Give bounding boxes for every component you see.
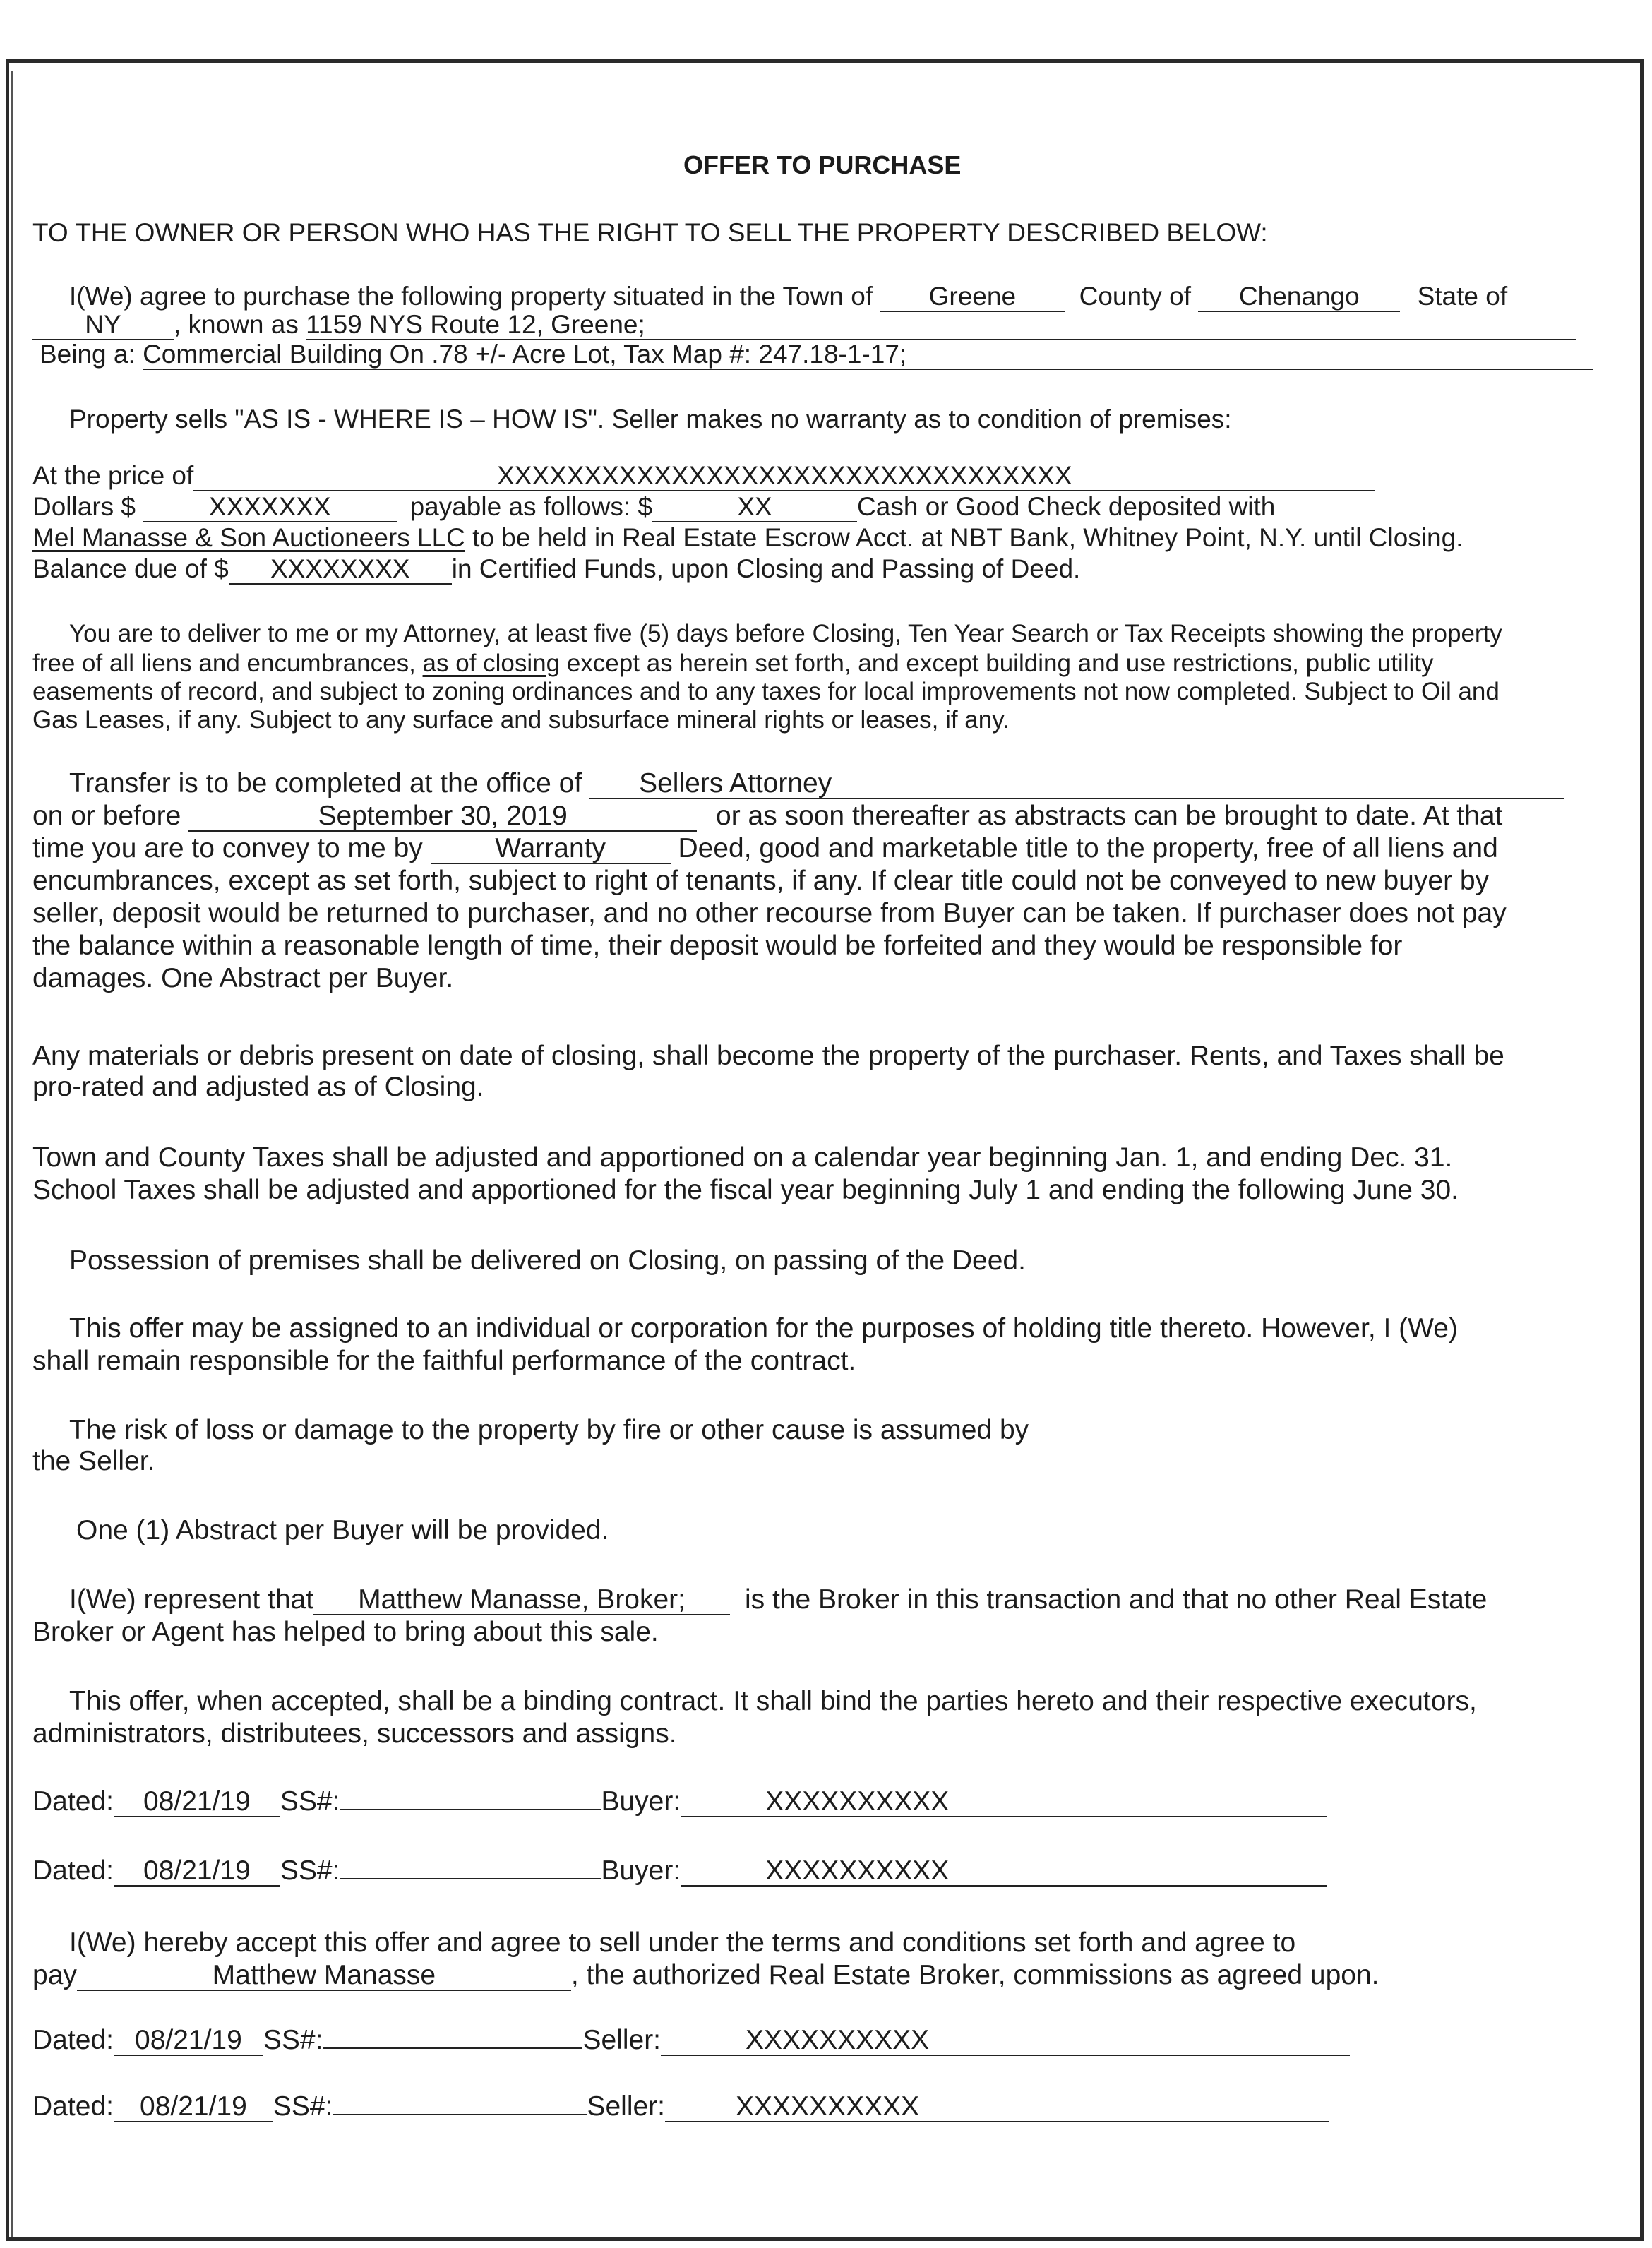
town-field[interactable]: Greene [880, 282, 1065, 312]
property-line-3: Being a: Commercial Building On .78 +/- Acre Lot, Tax Map #: 247.18-1-17; [40, 339, 1593, 370]
broker-line-2: Broker or Agent has helped to bring about this sale. [32, 1617, 659, 1647]
buyer-2-date-field[interactable]: 08/21/19 [114, 1857, 280, 1887]
broker-field[interactable]: Matthew Manasse, Broker; [313, 1586, 730, 1615]
known-as-field[interactable]: 1159 NYS Route 12, Greene; [306, 311, 1576, 340]
buyer-signature-row: Dated: 08/21/19 SS#: Buyer: XXXXXXXXXX [32, 1855, 1327, 1887]
risk-line-2: the Seller. [32, 1446, 155, 1476]
escrow-agent: Mel Manasse & Son Auctioneers LLC [32, 523, 465, 552]
deliver-line-1: You are to deliver to me or my Attorney, at least five (5) days before Closing, Ten Year Search or Tax Receipts showing the property [69, 620, 1502, 647]
dollars-line: Dollars $ XXXXXXX payable as follows: $ XX Cash or Good Check deposited with [32, 492, 1276, 521]
materials-line-2: pro-rated and adjusted as of Closing. [32, 1072, 484, 1102]
deed-type-field[interactable]: Warranty [431, 835, 671, 864]
deposit-field[interactable]: XX [652, 493, 857, 522]
transfer-line-3: time you are to convey to me by Warranty Deed, good and marketable title to the property, free of all liens and [32, 833, 1498, 863]
accept-line-2: pay Matthew Manasse , the authorized Real Estate Broker, commissions as agreed upon. [32, 1960, 1379, 1990]
abstract-clause: One (1) Abstract per Buyer will be provided. [76, 1515, 609, 1546]
accept-line-1: I(We) hereby accept this offer and agree to sell under the terms and conditions set forth and agree to [69, 1927, 1296, 1958]
property-line-2: NY , known as 1159 NYS Route 12, Greene; [32, 309, 1576, 340]
materials-line-1: Any materials or debris present on date of closing, shall become the property of the purchaser. Rents, and Taxes shall be [32, 1041, 1504, 1071]
state-field[interactable]: NY [32, 311, 174, 340]
seller-2-date-field[interactable]: 08/21/19 [114, 2093, 273, 2122]
seller-1-ss-field[interactable] [323, 2047, 582, 2049]
buyer-1-name-field[interactable]: XXXXXXXXXX [681, 1788, 1327, 1817]
as-is-clause: Property sells "AS IS - WHERE IS – HOW IS". Seller makes no warranty as to condition of premises: [69, 405, 1232, 434]
being-field[interactable]: Commercial Building On .78 +/- Acre Lot, Tax Map #: 247.18-1-17; [143, 340, 1593, 370]
dollars-field[interactable]: XXXXXXX [143, 493, 397, 522]
seller-1-name-field[interactable]: XXXXXXXXXX [661, 2026, 1350, 2056]
taxes-line-1: Town and County Taxes shall be adjusted and apportioned on a calendar year beginning Jan. 1, and ending Dec. 31. [32, 1142, 1453, 1173]
buyer-1-date-field[interactable]: 08/21/19 [114, 1788, 280, 1817]
salutation: TO THE OWNER OR PERSON WHO HAS THE RIGHT TO SELL THE PROPERTY DESCRIBED BELOW: [32, 218, 1268, 247]
escrow-line: Mel Manasse & Son Auctioneers LLC to be held in Real Estate Escrow Acct. at NBT Bank, Whitney Point, N.Y. until Closing. [32, 523, 1464, 552]
seller-signature-row: Dated: 08/21/19 SS#: Seller: XXXXXXXXXX [32, 2091, 1329, 2122]
transfer-line-6: the balance within a reasonable length of time, their deposit would be forfeited and they would be responsible for [32, 931, 1403, 961]
seller-2-name-field[interactable]: XXXXXXXXXX [665, 2093, 1329, 2122]
document-title: OFFER TO PURCHASE [683, 150, 962, 179]
transfer-line-2: on or before September 30, 2019 or as soon thereafter as abstracts can be brought to date. At that [32, 801, 1503, 831]
transfer-line-4: encumbrances, except as set forth, subject to right of tenants, if any. If clear title could not be conveyed to new buyer by [32, 866, 1490, 896]
broker-line-1: I(We) represent that Matthew Manasse, Broker; is the Broker in this transaction and that no other Real Estate [69, 1584, 1488, 1615]
binding-line-1: This offer, when accepted, shall be a binding contract. It shall bind the parties hereto and their respective executors, [69, 1686, 1477, 1716]
risk-line-1: The risk of loss or damage to the property by fire or other cause is assumed by [69, 1415, 1029, 1445]
balance-line: Balance due of $ XXXXXXXX in Certified Funds, upon Closing and Passing of Deed. [32, 554, 1081, 583]
possession-clause: Possession of premises shall be delivered on Closing, on passing of the Deed. [69, 1245, 1026, 1276]
closing-date-field[interactable]: September 30, 2019 [188, 802, 697, 832]
commission-broker-field[interactable]: Matthew Manasse [77, 1961, 571, 1991]
transfer-line-7: damages. One Abstract per Buyer. [32, 963, 454, 993]
balance-field[interactable]: XXXXXXXX [229, 555, 452, 585]
buyer-2-ss-field[interactable] [340, 1878, 601, 1879]
price-words-field[interactable]: XXXXXXXXXXXXXXXXXXXXXXXXXXXXXXXXX [193, 462, 1375, 491]
buyer-2-name-field[interactable]: XXXXXXXXXX [681, 1857, 1327, 1887]
binding-line-2: administrators, distributees, successors and assigns. [32, 1718, 677, 1749]
county-field[interactable]: Chenango [1198, 282, 1400, 312]
seller-signature-row: Dated: 08/21/19 SS#: Seller: XXXXXXXXXX [32, 2025, 1350, 2056]
price-line: At the price of XXXXXXXXXXXXXXXXXXXXXXXXXXXXXXXXX [32, 460, 1375, 491]
transfer-line-1: Transfer is to be completed at the office of Sellers Attorney [69, 768, 1564, 799]
buyer-1-ss-field[interactable] [340, 1809, 601, 1810]
taxes-line-2: School Taxes shall be adjusted and apportioned for the fiscal year beginning July 1 and ending the following June 30. [32, 1175, 1459, 1205]
deliver-line-3: easements of record, and subject to zoning ordinances and to any taxes for local improvements not now completed. Subject to Oil and [32, 678, 1500, 705]
buyer-signature-row: Dated: 08/21/19 SS#: Buyer: XXXXXXXXXX [32, 1786, 1327, 1817]
office-field[interactable]: Sellers Attorney [589, 770, 1564, 799]
seller-1-date-field[interactable]: 08/21/19 [114, 2026, 263, 2056]
transfer-line-5: seller, deposit would be returned to purchaser, and no other recourse from Buyer can be taken. If purchaser does not pay [32, 898, 1507, 928]
property-line-1: I(We) agree to purchase the following property situated in the Town of Greene County of Chenango State of [69, 282, 1508, 311]
assign-line-1: This offer may be assigned to an individual or corporation for the purposes of holding title thereto. However, I (We) [69, 1313, 1458, 1344]
seller-2-ss-field[interactable] [333, 2114, 587, 2115]
deliver-line-4: Gas Leases, if any. Subject to any surface and subsurface mineral rights or leases, if any. [32, 706, 1010, 734]
assign-line-2: shall remain responsible for the faithful performance of the contract. [32, 1346, 856, 1376]
deliver-line-2: free of all liens and encumbrances, as of closing except as herein set forth, and except building and use restrictions, public utility [32, 650, 1434, 677]
